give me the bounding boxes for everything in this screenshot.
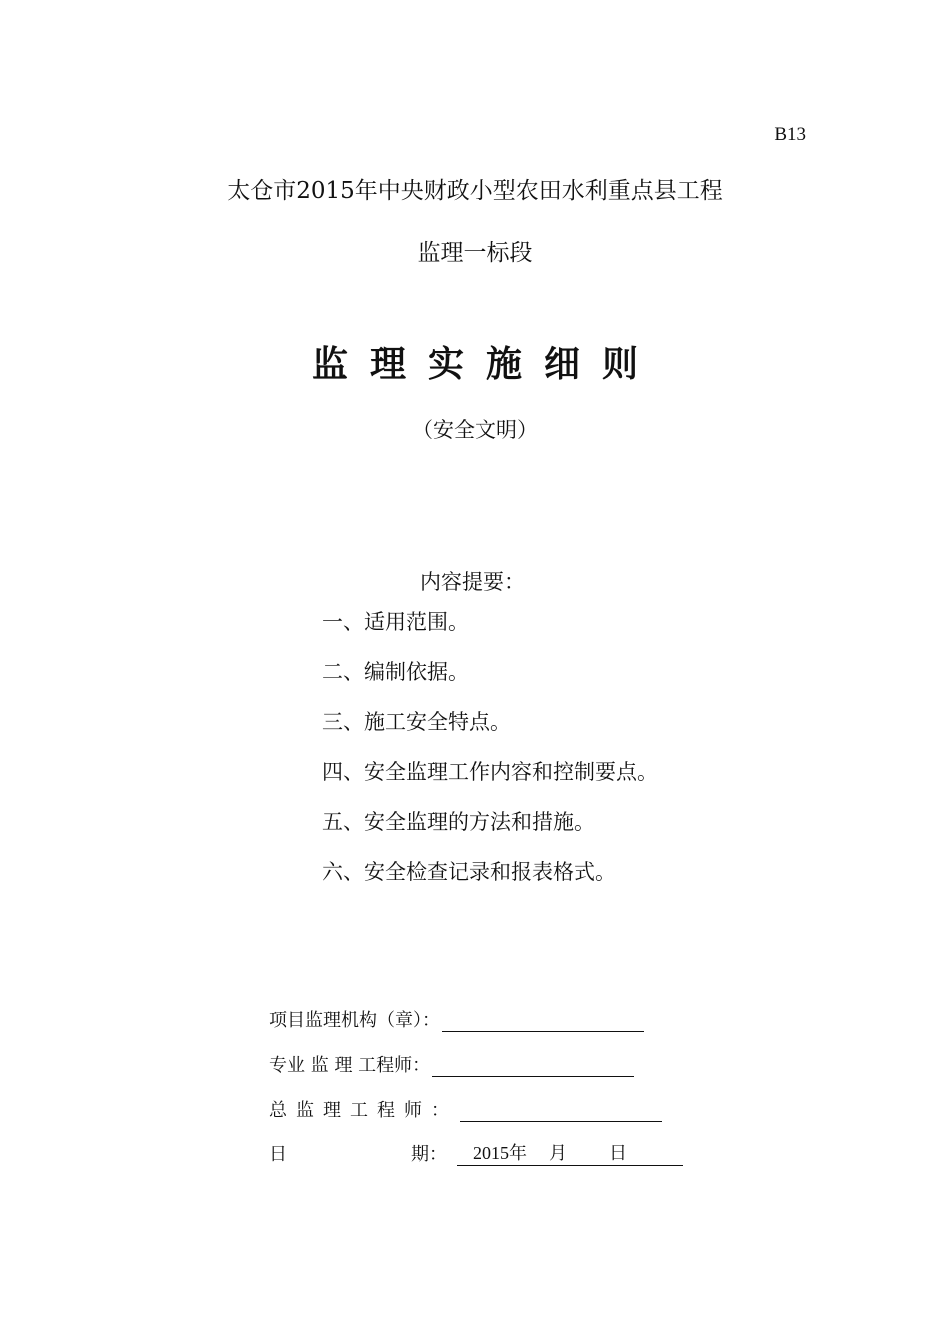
date-day: 日 — [609, 1143, 627, 1164]
document-subject: （安全文明） — [412, 418, 538, 442]
org-signature-row — [269, 1006, 644, 1032]
engineer-signature-line[interactable] — [432, 1056, 634, 1077]
date-month: 月 — [549, 1143, 567, 1164]
engineer-label: 专业 监 理 工程师： — [269, 1055, 431, 1076]
toc-item: 三、施工安全特点。 — [322, 710, 511, 734]
chief-signature-line[interactable] — [460, 1101, 662, 1122]
org-signature-line[interactable] — [442, 1011, 644, 1032]
toc-item: 五、安全监理的方法和措施。 — [322, 810, 595, 834]
date-label-first-char: 日 — [269, 1144, 287, 1165]
document-code: B13 — [774, 124, 806, 145]
chief-label: 总监理工程师： — [269, 1100, 458, 1121]
date-year: 2015年 — [473, 1143, 527, 1163]
project-section: 监理一标段 — [417, 240, 533, 266]
document-title: 监理实施细则 — [311, 344, 660, 385]
toc-list — [322, 607, 658, 907]
date-row — [269, 1140, 683, 1166]
project-title: 太仓市2015年中央财政小型农田水利重点县工程 — [227, 178, 723, 204]
toc-item: 六、安全检查记录和报表格式。 — [322, 860, 616, 884]
toc-heading: 内容提要： — [420, 570, 525, 594]
date-label-rest: 期： — [411, 1144, 447, 1165]
toc-item: 四、安全监理工作内容和控制要点。 — [322, 760, 658, 784]
date-field[interactable] — [457, 1142, 683, 1166]
chief-signature-row — [269, 1096, 662, 1122]
toc-item: 二、编制依据。 — [322, 660, 469, 684]
engineer-signature-row — [269, 1051, 634, 1077]
toc-item: 一、适用范围。 — [322, 610, 469, 634]
org-label: 项目监理机构（章）： — [269, 1010, 440, 1031]
